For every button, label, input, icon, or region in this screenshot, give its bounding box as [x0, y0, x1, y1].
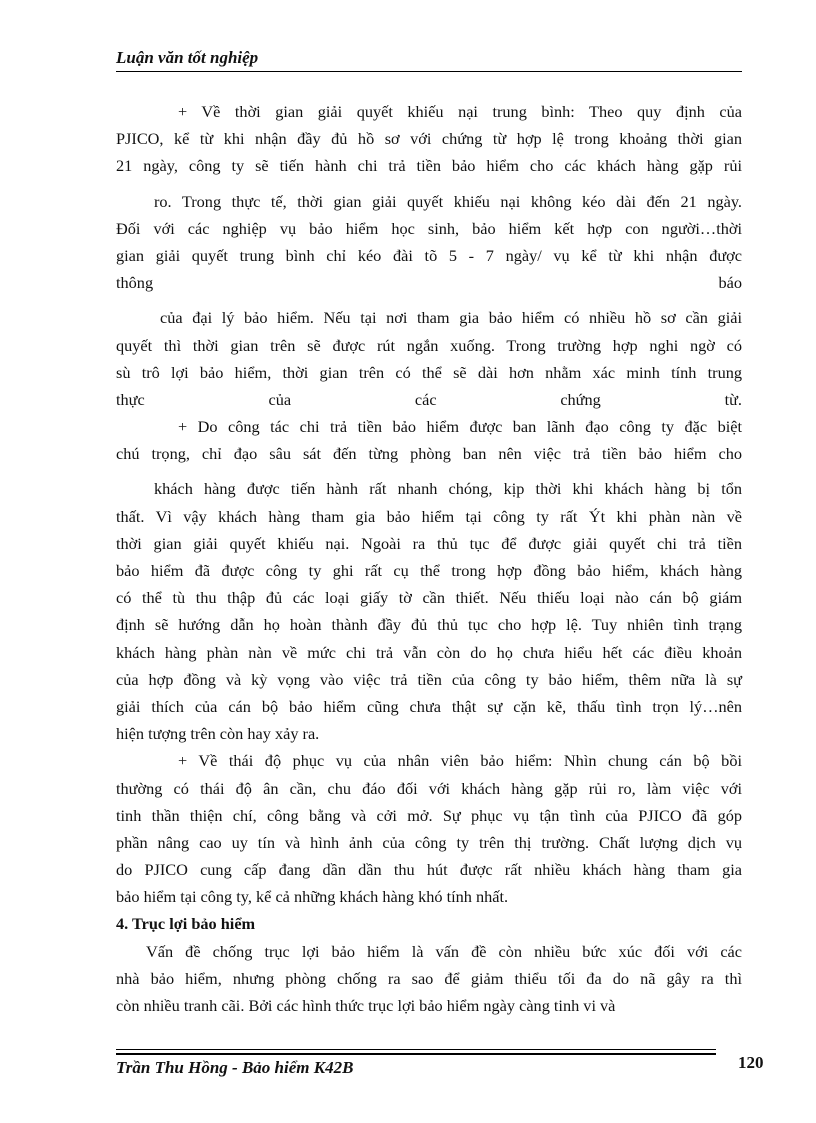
text-line: gian giải quyết trung bình chỉ kéo đài tõ 5 - 7 ngày/ vụ kể từ khi nhận được: [116, 245, 742, 265]
footer-rule: [116, 1053, 716, 1055]
text-line: Vấn đề chống trục lợi bảo hiểm là vấn đề còn nhiều bức xúc đối với các: [146, 941, 742, 961]
text-line: 21 ngày, công ty sẽ tiến hành chi trả tiền bảo hiểm cho các khách hàng gặp rủi: [116, 156, 742, 176]
text-line: khách hàng phàn nàn về mức chi trả vẫn còn do họ chưa hiểu hết các điều khoản: [116, 642, 742, 662]
text-line: PJICO, kể từ khi nhận đầy đủ hồ sơ với chứng từ hợp lệ trong khoảng thời gian: [116, 129, 742, 149]
text-line: còn nhiều tranh cãi. Bởi các hình thức trục lợi bảo hiểm ngày càng tinh vi và: [116, 996, 616, 1015]
text-line: có thể tù thu thập đủ các loại giấy tờ cần thiết. Nếu thiếu loại nào cán bộ giám: [116, 588, 742, 608]
text-line: thời gian giải quyết khiếu nại. Ngoài ra thủ tục để được giải quyết chi trả tiền: [116, 533, 742, 553]
text-line: sù trô lợi bảo hiểm, thời gian trên có thể sẽ dài hơn nhằm xác minh tính trung: [116, 362, 742, 382]
text-line: định sẽ hướng dẫn họ hoàn thành đầy đủ thủ tục cho hợp lệ. Tuy nhiên tình trạng: [116, 615, 742, 635]
document-body: [116, 98, 742, 1019]
section-heading: 4. Trục lợi bảo hiểm: [116, 914, 256, 934]
text-line: + Về thái độ phục vụ của nhân viên bảo hiểm: Nhìn chung cán bộ bồi: [178, 751, 742, 771]
text-line: phần nâng cao uy tín và hình ảnh của công ty trên thị trường. Chất lượng dịch vụ: [116, 832, 742, 852]
text-line: thường có thái độ ân cần, chu đáo đối với khách hàng gặp rủi ro, làm việc với: [116, 778, 742, 798]
text-line: thất. Vì vậy khách hàng tham gia bảo hiểm tại công ty rất Ýt khi phàn nàn về: [116, 506, 742, 526]
header-rule: [116, 71, 742, 72]
text-line: + Do công tác chi trả tiền bảo hiểm được ban lãnh đạo công ty đặc biệt: [178, 417, 742, 437]
text-line: của đại lý bảo hiểm. Nếu tại nơi tham gia bảo hiểm có nhiều hồ sơ cần giải: [160, 308, 742, 328]
text-line: nhà bảo hiểm, nhưng phòng chống ra sao để giảm thiểu tối đa do nã gây ra thì: [116, 968, 742, 988]
text-line: quyết thì thời gian trên sẽ được rút ngắn xuống. Trong trường hợp nghi ngờ có: [116, 335, 742, 355]
text-line: chú trọng, chỉ đạo sâu sát đến từng phòng ban nên việc trả tiền bảo hiểm cho: [116, 444, 742, 464]
footer-author: Trần Thu Hồng - Bảo hiểm K42B: [116, 1058, 354, 1077]
footer-rule: [116, 1049, 716, 1050]
text-line: bảo hiểm tại công ty, kể cả những khách hàng khó tính nhất.: [116, 887, 509, 907]
text-line: bảo hiểm đã được công ty ghi rất cụ thể trong hợp đồng bảo hiểm, khách hàng: [116, 561, 742, 580]
header-title: Luận văn tốt nghiệp: [116, 48, 259, 67]
text-line: khách hàng được tiến hành rất nhanh chóng, kịp thời khi khách hàng bị tổn: [154, 479, 742, 499]
text-line: của hợp đồng và kỳ vọng vào việc trả tiền của công ty bảo hiểm, thêm nữa là sự: [116, 669, 742, 689]
text-line: Đối với các nghiệp vụ bảo hiểm học sinh, bảo hiểm kết hợp con người…thời: [116, 218, 742, 238]
text-line: hiện tượng trên còn hay xảy ra.: [116, 724, 320, 744]
text-line: tinh thần thiện chí, công bằng và cởi mở. Sự phục vụ tận tình của PJICO đã góp: [116, 805, 742, 825]
text-line: + Về thời gian giải quyết khiếu nại trung bình: Theo quy định của: [178, 102, 742, 121]
page-number: 120: [738, 1053, 764, 1072]
text-line: do PJICO cung cấp đang dần dần thu hút được rất nhiều khách hàng tham gia: [116, 860, 742, 880]
text-line: ro. Trong thực tế, thời gian giải quyết khiếu nại không kéo dài đến 21 ngày.: [154, 191, 742, 211]
text-line: thực của các chứng từ.: [116, 389, 742, 409]
text-line: thông báo: [116, 273, 742, 293]
text-line: giải thích của cán bộ bảo hiểm cũng chưa thật sự cặn kẽ, thấu tình trọn lý…nên: [116, 696, 742, 716]
